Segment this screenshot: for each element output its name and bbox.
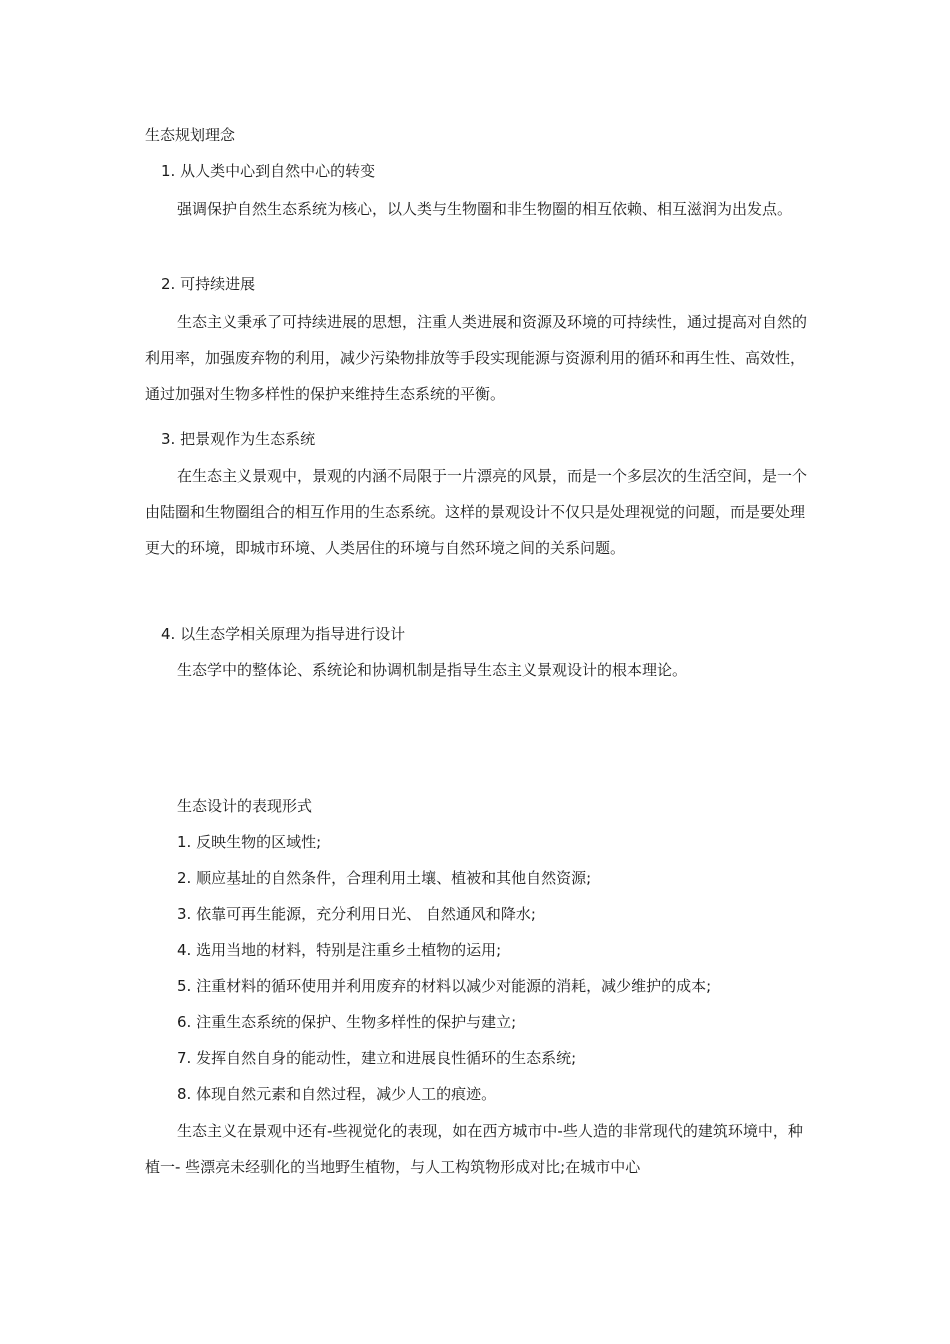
item-heading-2: 2. 可持续进展 [161, 275, 256, 293]
list-item: 2. 顺应基址的自然条件，合理利用土壤、植被和其他自然资源; [177, 869, 592, 887]
item-heading-3: 3. 把景观作为生态系统 [161, 430, 316, 448]
section-title-eco-planning: 生态规划理念 [145, 126, 236, 144]
section-title-eco-design: 生态设计的表现形式 [177, 797, 313, 815]
item-body-4: 生态学中的整体论、系统论和协调机制是指导生态主义景观设计的根本理论。 [177, 661, 688, 679]
list-item: 7. 发挥自然自身的能动性，建立和进展良性循环的生态系统; [177, 1049, 577, 1067]
closing-paragraph: 生态主义在景观中还有-些视觉化的表现，如在西方城市中-些人造的非常现代的建筑环境中，种植一- 些漂亮未经驯化的当地野生植物，与人工构筑物形成对比;在城市中心 [145, 1122, 803, 1176]
list-item: 6. 注重生态系统的保护、生物多样性的保护与建立; [177, 1013, 517, 1031]
list-item: 8. 体现自然元素和自然过程，减少人工的痕迹。 [177, 1085, 497, 1103]
item-body-3: 在生态主义景观中，景观的内涵不局限于一片漂亮的风景，而是一个多层次的生活空间，是一个由陆圈和生物圈组合的相互作用的生态系统。这样的景观设计不仅只是处理视觉的问题，而是要处理更大的环境，即城市环境、人类居住的环境与自然环境之间的关系问题。 [145, 467, 808, 557]
item-heading-1: 1. 从人类中心到自然中心的转变 [161, 162, 376, 180]
item-heading-4: 4. 以生态学相关原理为指导进行设计 [161, 625, 406, 643]
item-body-1: 强调保护自然生态系统为核心，以人类与生物圈和非生物圈的相互依赖、相互滋润为出发点。 [177, 200, 793, 218]
item-body-2: 生态主义秉承了可持续进展的思想，注重人类进展和资源及环境的可持续性，通过提高对自然的利用率，加强废弃物的利用，减少污染物排放等手段实现能源与资源利用的循环和再生性、高效性，通过加强对生物多样性的保护来维持生态系统的平衡。 [145, 313, 808, 403]
list-item: 1. 反映生物的区域性; [177, 833, 322, 851]
list-item: 3. 依靠可再生能源，充分利用日光、 自然通风和降水; [177, 905, 536, 923]
list-item: 4. 选用当地的材料，特别是注重乡土植物的运用; [177, 941, 502, 959]
list-item: 5. 注重材料的循环使用并利用废弃的材料以减少对能源的消耗，减少维护的成本; [177, 977, 712, 995]
